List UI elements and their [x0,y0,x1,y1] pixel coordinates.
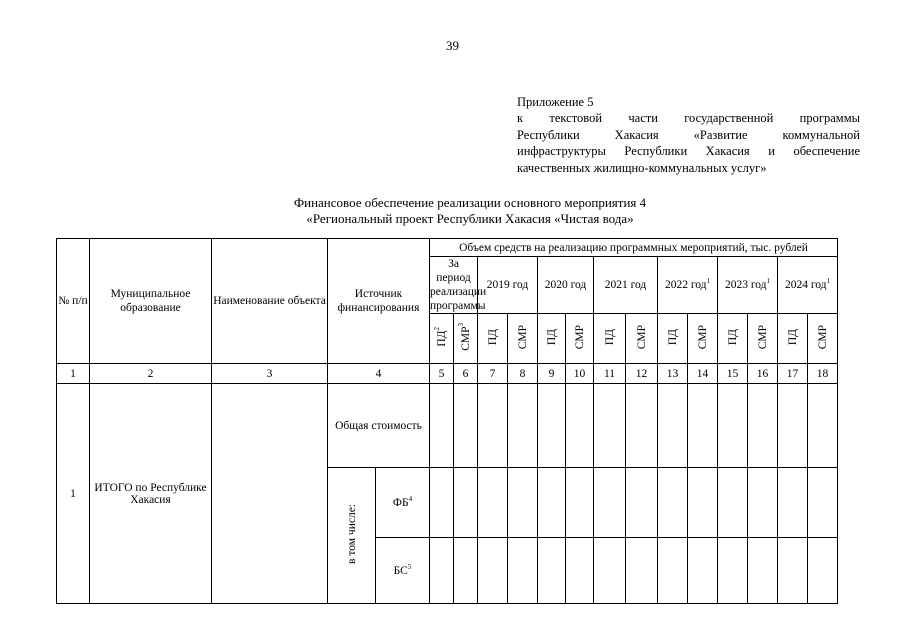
col-number: 6 [454,364,478,384]
value-cell [688,538,718,604]
value-cell [718,384,748,468]
value-cell [688,468,718,538]
value-cell [808,384,838,468]
value-cell [538,468,566,538]
value-cell [478,468,508,538]
header-pd: ПД [594,314,626,364]
header-pd: ПД [538,314,566,364]
header-volume: Объем средств на реализацию программных мероприятий, тыс. рублей [430,239,838,257]
value-cell [748,468,778,538]
value-cell [594,468,626,538]
col-number: 18 [808,364,838,384]
header-object: Наименование объекта [212,239,328,364]
header-year: 2021 год [594,257,658,314]
value-cell [626,538,658,604]
value-cell [778,468,808,538]
value-cell [508,538,538,604]
header-smr: СМР [508,314,538,364]
appendix-block [517,94,860,176]
fb-label: $ФБ^4$ [376,468,430,538]
col-number: 7 [478,364,508,384]
col-number: 3 [212,364,328,384]
appendix-line: Республики Хакасия «Развитие коммунальной [517,127,860,142]
header-smr: СМР [808,314,838,364]
value-cell [594,538,626,604]
col-number: 13 [658,364,688,384]
col-number: 4 [328,364,430,384]
header-pd: ПД [778,314,808,364]
value-cell [508,384,538,468]
total-cost-label: Общая стоимость [328,384,430,468]
value-cell [626,468,658,538]
col-number: 11 [594,364,626,384]
header-year: 2022 год$^1$ [658,257,718,314]
header-pd: ПД [718,314,748,364]
value-cell [430,538,454,604]
header-source: Источник финансирования [328,239,430,364]
value-cell [478,538,508,604]
page-number: 39 [446,38,459,53]
value-cell [658,468,688,538]
bs-label: $БС^5$ [376,538,430,604]
value-cell [626,384,658,468]
value-cell [508,468,538,538]
row-num: 1 [57,384,90,604]
header-year: 2020 год [538,257,594,314]
value-cell [688,384,718,468]
header-smr: СМР$^3$ [454,314,478,364]
col-number: 8 [508,364,538,384]
document-title [200,195,740,227]
header-pd: ПД [478,314,508,364]
header-pd: ПД [658,314,688,364]
appendix-line: инфраструктуры Республики Хакасия и обеспечение [517,144,860,159]
col-number: 5 [430,364,454,384]
value-cell [778,384,808,468]
value-cell [566,468,594,538]
financing-table [56,238,900,604]
appendix-heading: Приложение 5 [517,95,594,109]
value-cell [538,384,566,468]
header-smr: СМР [566,314,594,364]
header-num: № п/п [57,239,90,364]
value-cell [658,538,688,604]
header-year: 2019 год [478,257,538,314]
appendix-line: качественных жилищно-коммунальных услуг» [517,160,767,175]
value-cell [478,384,508,468]
col-number: 17 [778,364,808,384]
row-object [212,384,328,604]
value-cell [594,384,626,468]
value-cell [778,538,808,604]
value-cell [808,538,838,604]
header-pd: $ПД^2$ [430,314,454,364]
value-cell [718,468,748,538]
title-line: «Региональный проект Республики Хакасия «Чистая вода» [306,211,634,226]
value-cell [748,384,778,468]
col-number: 10 [566,364,594,384]
value-cell [430,468,454,538]
value-cell [566,538,594,604]
value-cell [658,384,688,468]
including-label: в том числе: [328,468,376,604]
value-cell [748,538,778,604]
header-smr: СМР [688,314,718,364]
appendix-line: к текстовой части государственной программы [517,111,860,126]
col-number: 16 [748,364,778,384]
header-year: 2024 год$^1$ [778,257,838,314]
title-line: Финансовое обеспечение реализации основного мероприятия 4 [293,195,647,210]
col-number: 2 [90,364,212,384]
value-cell [454,538,478,604]
col-number: 15 [718,364,748,384]
col-number: 12 [626,364,658,384]
value-cell [454,384,478,468]
col-number: 14 [688,364,718,384]
header-year: 2023 год$^1$ [718,257,778,314]
header-smr: СМР [626,314,658,364]
value-cell [430,384,454,468]
header-municipality: Муниципальное образование [90,239,212,364]
header-smr: СМР [748,314,778,364]
col-number: 9 [538,364,566,384]
header-period: За период реализации программы [430,258,487,312]
col-number: 1 [57,364,90,384]
value-cell [808,468,838,538]
row-municipality: ИТОГО по Республике Хакасия [90,384,212,604]
value-cell [566,384,594,468]
value-cell [454,468,478,538]
value-cell [538,538,566,604]
value-cell [718,538,748,604]
